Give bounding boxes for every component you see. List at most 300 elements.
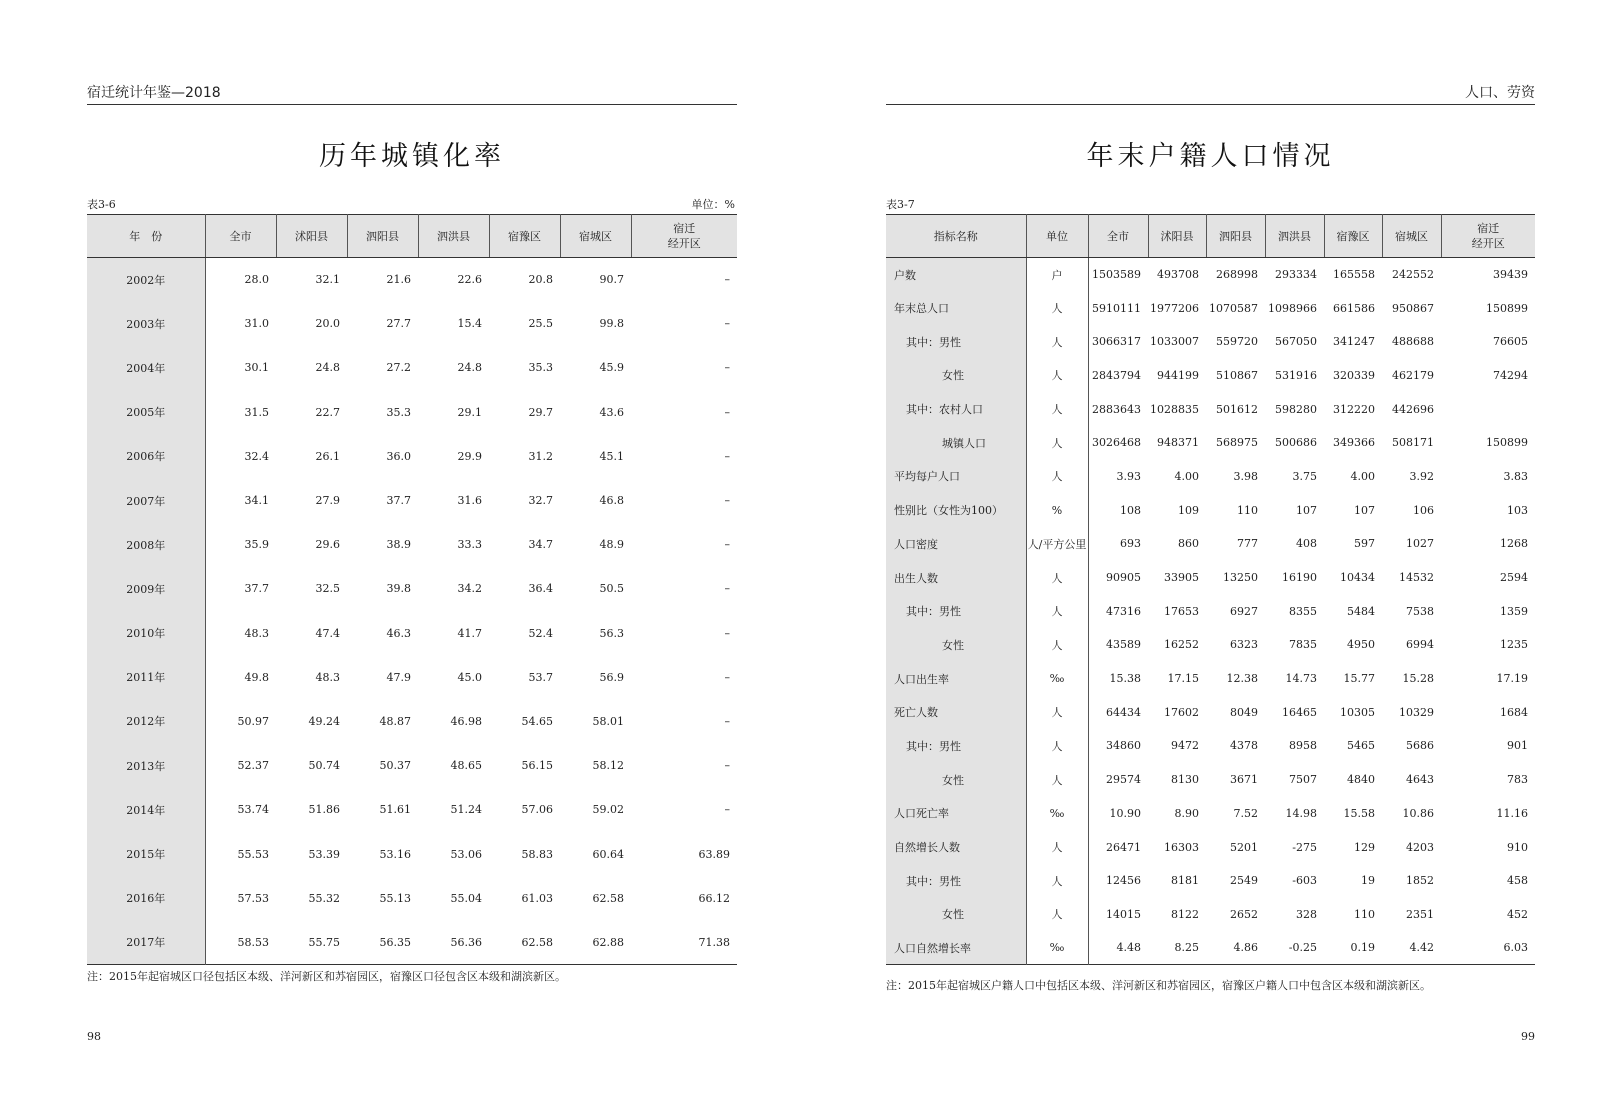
table-row: [886, 628, 1535, 662]
value-cell: 948371: [1157, 436, 1199, 450]
value-cell: 55.04: [450, 891, 482, 905]
unit-cell: 户: [1026, 258, 1088, 292]
value-cell: 4378: [1230, 739, 1258, 753]
value-cell: 4643: [1406, 773, 1434, 787]
table-row: [886, 493, 1535, 527]
unit-cell: 人: [1026, 898, 1088, 932]
value-cell: 531916: [1275, 368, 1317, 382]
value-cell: 1235: [1500, 638, 1528, 652]
page-title: 历年城镇化率: [319, 141, 505, 172]
year-cell: 2006年: [87, 434, 205, 478]
value-cell: 29574: [1106, 773, 1141, 787]
value-cell: 242552: [1392, 268, 1434, 282]
value-cell: 8355: [1289, 604, 1317, 618]
year-cell: 2002年: [87, 258, 205, 302]
value-cell: 30.1: [244, 361, 269, 375]
value-cell: 32.5: [315, 582, 340, 596]
value-cell: -0.25: [1288, 941, 1317, 955]
indicator-cell: 女性: [886, 763, 1026, 797]
value-cell: 5484: [1347, 604, 1375, 618]
value-cell: 35.9: [244, 538, 269, 552]
value-cell: 58.12: [592, 759, 624, 773]
value-cell: 107: [1296, 503, 1317, 517]
value-cell: 47.9: [386, 670, 411, 684]
year-cell: 2003年: [87, 302, 205, 346]
value-cell: 14015: [1106, 907, 1141, 921]
value-cell: 150899: [1486, 301, 1528, 315]
table-row: [87, 478, 737, 522]
table-row: [886, 594, 1535, 628]
value-cell: 27.9: [315, 494, 340, 508]
value-cell: 58.53: [237, 935, 269, 949]
value-cell: 3.98: [1233, 469, 1258, 483]
value-cell: 1033007: [1150, 335, 1199, 349]
value-cell: 165558: [1333, 268, 1375, 282]
value-cell: 567050: [1275, 335, 1317, 349]
unit-cell: ‰: [1026, 931, 1088, 965]
value-cell: 910: [1507, 840, 1528, 854]
value-cell: 31.5: [244, 405, 269, 419]
value-cell: 37.7: [244, 582, 269, 596]
value-cell: 11.16: [1496, 806, 1528, 820]
value-cell: 16190: [1282, 571, 1317, 585]
value-cell: 8122: [1171, 907, 1199, 921]
value-cell: 62.58: [521, 935, 553, 949]
value-cell: 29.7: [528, 405, 553, 419]
table-row: [886, 763, 1535, 797]
value-cell: 4.42: [1409, 941, 1434, 955]
value-cell: 56.36: [450, 935, 482, 949]
table-row: [87, 832, 737, 876]
value-cell: 52.37: [237, 759, 269, 773]
value-cell: 16252: [1164, 638, 1199, 652]
year-cell: 2010年: [87, 611, 205, 655]
value-cell: 8049: [1230, 705, 1258, 719]
table-row: [87, 611, 737, 655]
value-cell: 56.3: [599, 626, 624, 640]
value-cell: 50.97: [237, 714, 269, 728]
urbanization-table: [87, 214, 737, 965]
value-cell: 25.5: [528, 317, 553, 331]
value-cell: 13250: [1223, 571, 1258, 585]
value-cell: 63.89: [698, 847, 730, 861]
value-cell: 7.52: [1233, 806, 1258, 820]
value-cell: 10.86: [1402, 806, 1434, 820]
indicator-cell: 人口自然增长率: [886, 931, 1026, 965]
value-cell: 12456: [1106, 874, 1141, 888]
value-cell: 442696: [1392, 402, 1434, 416]
indicator-cell: 年末总人口: [886, 291, 1026, 325]
value-cell: –: [724, 803, 730, 817]
value-cell: 55.32: [308, 891, 340, 905]
value-cell: 493708: [1157, 268, 1199, 282]
table-row: [87, 523, 737, 567]
indicator-cell: 其中：男性: [886, 729, 1026, 763]
value-cell: 33.3: [457, 538, 482, 552]
value-cell: 49.8: [244, 670, 269, 684]
value-cell: 21.6: [386, 273, 411, 287]
value-cell: 28.0: [244, 273, 269, 287]
value-cell: [1441, 392, 1535, 426]
value-cell: 500686: [1275, 436, 1317, 450]
unit-cell: 人/平方公里: [1026, 527, 1088, 561]
unit-cell: 人: [1026, 460, 1088, 494]
value-cell: 27.2: [386, 361, 411, 375]
indicator-cell: 户数: [886, 258, 1026, 292]
table-row: [87, 699, 737, 743]
value-cell: 45.1: [599, 449, 624, 463]
value-cell: 37.7: [386, 494, 411, 508]
table-row: [886, 662, 1535, 696]
indicator-cell: 出生人数: [886, 561, 1026, 595]
table-row: [87, 655, 737, 699]
table-row: [886, 392, 1535, 426]
value-cell: 4.48: [1116, 941, 1141, 955]
value-cell: 312220: [1333, 402, 1375, 416]
value-cell: 3.93: [1116, 469, 1141, 483]
table-row: [886, 325, 1535, 359]
table-row: [886, 291, 1535, 325]
column-header: 宿迁 经开区: [631, 215, 737, 258]
value-cell: 8130: [1171, 773, 1199, 787]
value-cell: 43589: [1106, 638, 1141, 652]
value-cell: 38.9: [386, 538, 411, 552]
table-row: [87, 434, 737, 478]
value-cell: 8958: [1289, 739, 1317, 753]
value-cell: 24.8: [457, 361, 482, 375]
value-cell: 53.16: [379, 847, 411, 861]
value-cell: 47316: [1106, 604, 1141, 618]
table-row: [886, 864, 1535, 898]
unit-cell: 人: [1026, 763, 1088, 797]
value-cell: –: [724, 714, 730, 728]
value-cell: –: [724, 449, 730, 463]
value-cell: 452: [1507, 907, 1528, 921]
value-cell: 10305: [1340, 705, 1375, 719]
unit-cell: 人: [1026, 594, 1088, 628]
year-cell: 2005年: [87, 390, 205, 434]
value-cell: 31.0: [244, 317, 269, 331]
value-cell: 5201: [1230, 840, 1258, 854]
page-title: 年末户籍人口情况: [1086, 141, 1335, 172]
value-cell: 76605: [1493, 335, 1528, 349]
value-cell: 1098966: [1268, 301, 1317, 315]
value-cell: 10329: [1399, 705, 1434, 719]
unit-cell: 人: [1026, 291, 1088, 325]
column-header: 宿豫区: [489, 215, 560, 258]
value-cell: 661586: [1333, 301, 1375, 315]
value-cell: 3.75: [1292, 469, 1317, 483]
indicator-cell: 其中：男性: [886, 594, 1026, 628]
table-row: [886, 695, 1535, 729]
value-cell: 501612: [1216, 402, 1258, 416]
value-cell: 32.7: [528, 494, 553, 508]
value-cell: –: [724, 317, 730, 331]
value-cell: 3671: [1230, 773, 1258, 787]
value-cell: 17653: [1164, 604, 1199, 618]
value-cell: 36.4: [528, 582, 553, 596]
value-cell: 4840: [1347, 773, 1375, 787]
value-cell: 10.90: [1109, 806, 1141, 820]
value-cell: –: [724, 405, 730, 419]
value-cell: 34860: [1106, 739, 1141, 753]
value-cell: 559720: [1216, 335, 1258, 349]
indicator-cell: 人口出生率: [886, 662, 1026, 696]
value-cell: 5686: [1406, 739, 1434, 753]
value-cell: 15.4: [457, 317, 482, 331]
indicator-cell: 人口死亡率: [886, 797, 1026, 831]
value-cell: 341247: [1333, 335, 1375, 349]
value-cell: 6.03: [1503, 941, 1528, 955]
value-cell: 90.7: [599, 273, 624, 287]
table-note: 注：2015年起宿城区户籍人口中包括区本级、洋河新区和苏宿园区，宿豫区户籍人口中包含区本级和湖滨新区。: [886, 979, 1431, 992]
value-cell: 15.38: [1109, 672, 1141, 686]
value-cell: 55.75: [308, 935, 340, 949]
value-cell: 35.3: [528, 361, 553, 375]
value-cell: 293334: [1275, 268, 1317, 282]
value-cell: 901: [1507, 739, 1528, 753]
column-header: 宿迁 经开区: [1441, 215, 1535, 258]
value-cell: 1028835: [1150, 402, 1199, 416]
value-cell: 52.4: [528, 626, 553, 640]
value-cell: 51.86: [308, 803, 340, 817]
table-number: 表3-6: [87, 198, 116, 211]
value-cell: 14532: [1399, 571, 1434, 585]
unit-cell: 人: [1026, 830, 1088, 864]
table-row: [87, 744, 737, 788]
page-number: 98: [87, 1030, 101, 1043]
value-cell: 4950: [1347, 638, 1375, 652]
value-cell: 60.64: [592, 847, 624, 861]
table-row: [886, 898, 1535, 932]
value-cell: 22.6: [457, 273, 482, 287]
value-cell: 8.25: [1174, 941, 1199, 955]
value-cell: 43.6: [599, 405, 624, 419]
table-row: [886, 460, 1535, 494]
column-header: 宿城区: [1382, 215, 1441, 258]
value-cell: 6994: [1406, 638, 1434, 652]
value-cell: 34.7: [528, 538, 553, 552]
value-cell: 74294: [1493, 368, 1528, 382]
value-cell: 46.8: [599, 494, 624, 508]
table-row: [886, 830, 1535, 864]
value-cell: 1268: [1500, 537, 1528, 551]
value-cell: 3.83: [1503, 469, 1528, 483]
value-cell: 2351: [1406, 907, 1434, 921]
value-cell: 1503589: [1092, 268, 1141, 282]
year-cell: 2015年: [87, 832, 205, 876]
value-cell: 950867: [1392, 301, 1434, 315]
unit-cell: 人: [1026, 628, 1088, 662]
column-header: 单位: [1026, 215, 1088, 258]
value-cell: 944199: [1157, 368, 1199, 382]
indicator-cell: 其中：农村人口: [886, 392, 1026, 426]
value-cell: 8181: [1171, 874, 1199, 888]
value-cell: 458: [1507, 874, 1528, 888]
table-row: [87, 302, 737, 346]
value-cell: 66.12: [698, 891, 730, 905]
value-cell: 12.38: [1226, 672, 1258, 686]
year-cell: 2007年: [87, 478, 205, 522]
value-cell: 777: [1237, 537, 1258, 551]
year-cell: 2004年: [87, 346, 205, 390]
value-cell: 35.3: [386, 405, 411, 419]
value-cell: 783: [1507, 773, 1528, 787]
year-cell: 2013年: [87, 744, 205, 788]
value-cell: 2594: [1500, 571, 1528, 585]
column-header: 全市: [205, 215, 276, 258]
value-cell: 56.15: [521, 759, 553, 773]
value-cell: 71.38: [698, 935, 730, 949]
value-cell: 597: [1354, 537, 1375, 551]
value-cell: 55.13: [379, 891, 411, 905]
column-header: 泗阳县: [1206, 215, 1265, 258]
value-cell: 29.6: [315, 538, 340, 552]
value-cell: 32.1: [315, 273, 340, 287]
year-cell: 2008年: [87, 523, 205, 567]
unit-cell: 人: [1026, 729, 1088, 763]
value-cell: 51.24: [450, 803, 482, 817]
value-cell: 29.9: [457, 449, 482, 463]
value-cell: 1359: [1500, 604, 1528, 618]
value-cell: 59.02: [592, 803, 624, 817]
indicator-cell: 城镇人口: [886, 426, 1026, 460]
value-cell: 4.00: [1174, 469, 1199, 483]
value-cell: 53.39: [308, 847, 340, 861]
population-table: [886, 214, 1535, 965]
value-cell: 15.28: [1402, 672, 1434, 686]
indicator-cell: 自然增长人数: [886, 830, 1026, 864]
value-cell: 14.98: [1285, 806, 1317, 820]
page-number: 99: [1521, 1030, 1535, 1043]
value-cell: 14.73: [1285, 672, 1317, 686]
value-cell: 31.2: [528, 449, 553, 463]
value-cell: 268998: [1216, 268, 1258, 282]
indicator-cell: 女性: [886, 628, 1026, 662]
value-cell: 568975: [1216, 436, 1258, 450]
value-cell: 48.9: [599, 538, 624, 552]
value-cell: 1684: [1500, 705, 1528, 719]
table-row: [886, 258, 1535, 292]
value-cell: 2843794: [1092, 368, 1141, 382]
value-cell: -275: [1292, 840, 1317, 854]
value-cell: –: [724, 494, 730, 508]
value-cell: 4.00: [1350, 469, 1375, 483]
value-cell: 19: [1361, 874, 1375, 888]
value-cell: 55.53: [237, 847, 269, 861]
value-cell: 56.35: [379, 935, 411, 949]
value-cell: 64434: [1106, 705, 1141, 719]
value-cell: 53.06: [450, 847, 482, 861]
value-cell: –: [724, 670, 730, 684]
value-cell: 62.88: [592, 935, 624, 949]
table-row: [87, 346, 737, 390]
value-cell: 4203: [1406, 840, 1434, 854]
value-cell: 32.4: [244, 449, 269, 463]
value-cell: 108: [1120, 503, 1141, 517]
value-cell: –: [724, 538, 730, 552]
value-cell: 320339: [1333, 368, 1375, 382]
value-cell: 7835: [1289, 638, 1317, 652]
year-cell: 2017年: [87, 920, 205, 964]
value-cell: 103: [1507, 503, 1528, 517]
value-cell: 5910111: [1092, 301, 1141, 315]
value-cell: 1070587: [1209, 301, 1258, 315]
value-cell: 50.37: [379, 759, 411, 773]
value-cell: 46.3: [386, 626, 411, 640]
value-cell: 1027: [1406, 537, 1434, 551]
value-cell: 48.3: [315, 670, 340, 684]
table-row: [886, 527, 1535, 561]
unit-cell: 人: [1026, 561, 1088, 595]
value-cell: 3066317: [1092, 335, 1141, 349]
value-cell: 41.7: [457, 626, 482, 640]
value-cell: 17.15: [1167, 672, 1199, 686]
indicator-cell: 人口密度: [886, 527, 1026, 561]
unit-cell: 人: [1026, 864, 1088, 898]
value-cell: 48.65: [450, 759, 482, 773]
value-cell: 15.77: [1343, 672, 1375, 686]
table-row: [87, 567, 737, 611]
running-header-left: [87, 84, 737, 105]
unit-cell: 人: [1026, 392, 1088, 426]
table-row: [87, 920, 737, 964]
value-cell: 488688: [1392, 335, 1434, 349]
value-cell: 408: [1296, 537, 1317, 551]
value-cell: 5465: [1347, 739, 1375, 753]
value-cell: 39.8: [386, 582, 411, 596]
value-cell: 129: [1354, 840, 1375, 854]
value-cell: 58.83: [521, 847, 553, 861]
value-cell: –: [724, 582, 730, 596]
column-header: 宿城区: [560, 215, 631, 258]
value-cell: 110: [1237, 503, 1258, 517]
value-cell: 7538: [1406, 604, 1434, 618]
year-cell: 2009年: [87, 567, 205, 611]
unit-cell: 人: [1026, 426, 1088, 460]
value-cell: –: [724, 626, 730, 640]
value-cell: 109: [1178, 503, 1199, 517]
value-cell: 45.0: [457, 670, 482, 684]
value-cell: 106: [1413, 503, 1434, 517]
value-cell: 328: [1296, 907, 1317, 921]
value-cell: 50.5: [599, 582, 624, 596]
value-cell: 33905: [1164, 571, 1199, 585]
unit-cell: ‰: [1026, 662, 1088, 696]
indicator-cell: 性别比（女性为100）: [886, 493, 1026, 527]
column-header: 年 份: [87, 215, 205, 258]
value-cell: 693: [1120, 537, 1141, 551]
table-row: [886, 426, 1535, 460]
value-cell: 45.9: [599, 361, 624, 375]
value-cell: 58.01: [592, 714, 624, 728]
value-cell: 47.4: [315, 626, 340, 640]
value-cell: 36.0: [386, 449, 411, 463]
column-header: 指标名称: [886, 215, 1026, 258]
indicator-cell: 女性: [886, 898, 1026, 932]
value-cell: 16303: [1164, 840, 1199, 854]
year-cell: 2014年: [87, 788, 205, 832]
header-text: 宿迁统计年鉴—2018: [87, 85, 221, 101]
column-header: 泗洪县: [418, 215, 489, 258]
column-header: 泗洪县: [1265, 215, 1324, 258]
value-cell: 26471: [1106, 840, 1141, 854]
value-cell: 39439: [1493, 268, 1528, 282]
unit-cell: 人: [1026, 325, 1088, 359]
value-cell: 57.06: [521, 803, 553, 817]
value-cell: 1977206: [1150, 301, 1199, 315]
value-cell: 29.1: [457, 405, 482, 419]
